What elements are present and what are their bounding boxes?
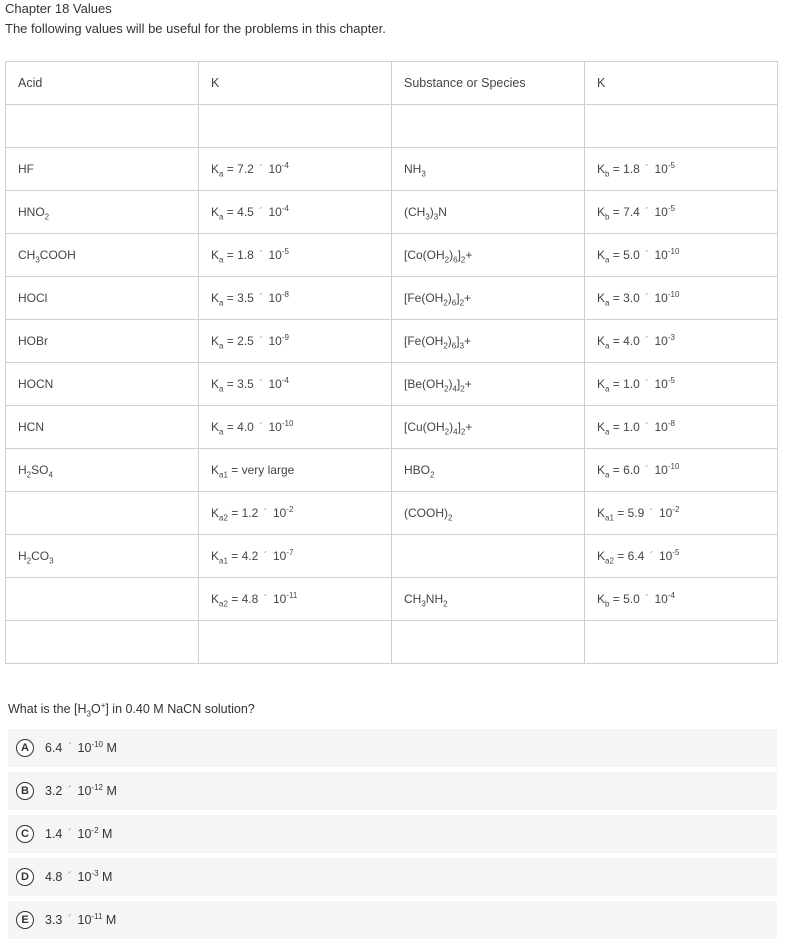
table-cell: $K_{a1}$ = very large <box>199 449 392 492</box>
table-cell: $K_{a1} = 5.9$ ´ $10^{-2}$ <box>585 492 778 535</box>
table-row <box>6 449 778 492</box>
table-cell <box>585 105 778 148</box>
table-cell: $HBO_2$ <box>392 449 585 492</box>
table-row <box>6 621 778 664</box>
table-row <box>6 320 778 363</box>
table-cell: $(COOH)_2$ <box>392 492 585 535</box>
table-header-row <box>6 62 778 105</box>
option-letter-badge: C <box>16 825 34 843</box>
table-cell: $K_a = 3.0$ ´ $10^{-10}$ <box>585 277 778 320</box>
table-cell: $H_2SO_4$ <box>6 449 199 492</box>
table-cell: $K_a = 1.0$ ´ $10^{-5}$ <box>585 363 778 406</box>
option-text: 3.3 ´ $10^{-11}$ M <box>45 911 117 927</box>
option-text: 4.8 ´ $10^{-3}$ M <box>45 868 113 884</box>
table-cell: $K_b = 1.8$ ´ $10^{-5}$ <box>585 148 778 191</box>
column-header: Acid <box>6 62 199 105</box>
column-header: K <box>199 62 392 105</box>
table-cell: $K_a = 7.2$ ´ $10^{-4}$ <box>199 148 392 191</box>
column-header: K <box>585 62 778 105</box>
table-cell <box>6 621 199 664</box>
table-cell: HCN <box>6 406 199 449</box>
table-cell: $K_{a2} = 6.4$ ´ $10^{-5}$ <box>585 535 778 578</box>
table-cell <box>6 578 199 621</box>
table-row <box>6 191 778 234</box>
table-cell <box>392 621 585 664</box>
table-row <box>6 492 778 535</box>
table-cell <box>392 535 585 578</box>
table-cell: $[Fe(OH_2)_6]_3+$ <box>392 320 585 363</box>
table-cell <box>585 621 778 664</box>
chapter-title: Chapter 18 Values <box>5 1 112 16</box>
answer-option-a[interactable] <box>8 729 777 767</box>
table-cell: $K_b = 7.4$ ´ $10^{-5}$ <box>585 191 778 234</box>
option-text: 1.4 ´ $10^{-2}$ M <box>45 825 113 841</box>
table-cell: $K_b = 5.0$ ´ $10^{-4}$ <box>585 578 778 621</box>
answer-option-b[interactable] <box>8 772 777 810</box>
table-row <box>6 234 778 277</box>
table-cell <box>199 621 392 664</box>
table-cell <box>199 105 392 148</box>
option-text: 3.2 ´ $10^{-12}$ M <box>45 782 117 798</box>
table-cell: $(CH_3)_3N$ <box>392 191 585 234</box>
values-table <box>5 61 778 664</box>
table-cell: $K_a = 1.8$ ´ $10^{-5}$ <box>199 234 392 277</box>
table-cell: HOCl <box>6 277 199 320</box>
table-cell <box>6 492 199 535</box>
table-cell: $K_{a2} = 4.8$ ´ $10^{-11}$ <box>199 578 392 621</box>
table-cell: $K_a = 6.0$ ´ $10^{-10}$ <box>585 449 778 492</box>
table-cell: $[Co(OH_2)_6]_2+$ <box>392 234 585 277</box>
table-cell: $[Cu(OH_2)_4]_2+$ <box>392 406 585 449</box>
column-header: Substance or Species <box>392 62 585 105</box>
table-cell: $K_{a1} = 4.2$ ´ $10^{-7}$ <box>199 535 392 578</box>
answer-option-d[interactable] <box>8 858 777 896</box>
table-cell <box>6 105 199 148</box>
table-row <box>6 105 778 148</box>
table-cell: $K_a = 4.5$ ´ $10^{-4}$ <box>199 191 392 234</box>
table-row <box>6 363 778 406</box>
table-row <box>6 578 778 621</box>
option-letter-badge: E <box>16 911 34 929</box>
option-letter-badge: A <box>16 739 34 757</box>
table-cell: $K_a = 3.5$ ´ $10^{-4}$ <box>199 363 392 406</box>
option-letter-badge: D <box>16 868 34 886</box>
table-cell: $CH_3NH_2$ <box>392 578 585 621</box>
table-cell: $K_a = 4.0$ ´ $10^{-10}$ <box>199 406 392 449</box>
question-text: What is the $[H_3O^+]$ in 0.40 M NaCN solution? <box>8 700 255 719</box>
table-cell: $NH_3$ <box>392 148 585 191</box>
answer-option-e[interactable] <box>8 901 777 939</box>
table-cell: HOBr <box>6 320 199 363</box>
option-letter-badge: B <box>16 782 34 800</box>
table-cell: $CH_3COOH$ <box>6 234 199 277</box>
table-row <box>6 148 778 191</box>
table-row <box>6 406 778 449</box>
table-cell: $K_a = 5.0$ ´ $10^{-10}$ <box>585 234 778 277</box>
table-cell: $K_a = 1.0$ ´ $10^{-8}$ <box>585 406 778 449</box>
table-cell: $K_{a2} = 1.2$ ´ $10^{-2}$ <box>199 492 392 535</box>
table-cell: $HNO_2$ <box>6 191 199 234</box>
option-text: 6.4 ´ $10^{-10}$ M <box>45 739 117 755</box>
table-cell <box>392 105 585 148</box>
table-cell: $H_2CO_3$ <box>6 535 199 578</box>
table-row <box>6 277 778 320</box>
intro-text: The following values will be useful for the problems in this chapter. <box>5 21 386 36</box>
table-cell: $K_a = 4.0$ ´ $10^{-3}$ <box>585 320 778 363</box>
answer-option-c[interactable] <box>8 815 777 853</box>
table-cell: $K_a = 3.5$ ´ $10^{-8}$ <box>199 277 392 320</box>
table-row <box>6 535 778 578</box>
table-cell: HOCN <box>6 363 199 406</box>
table-cell: $[Be(OH_2)_4]_2+$ <box>392 363 585 406</box>
table-cell: $[Fe(OH_2)_6]_2+$ <box>392 277 585 320</box>
table-cell: HF <box>6 148 199 191</box>
table-cell: $K_a = 2.5$ ´ $10^{-9}$ <box>199 320 392 363</box>
